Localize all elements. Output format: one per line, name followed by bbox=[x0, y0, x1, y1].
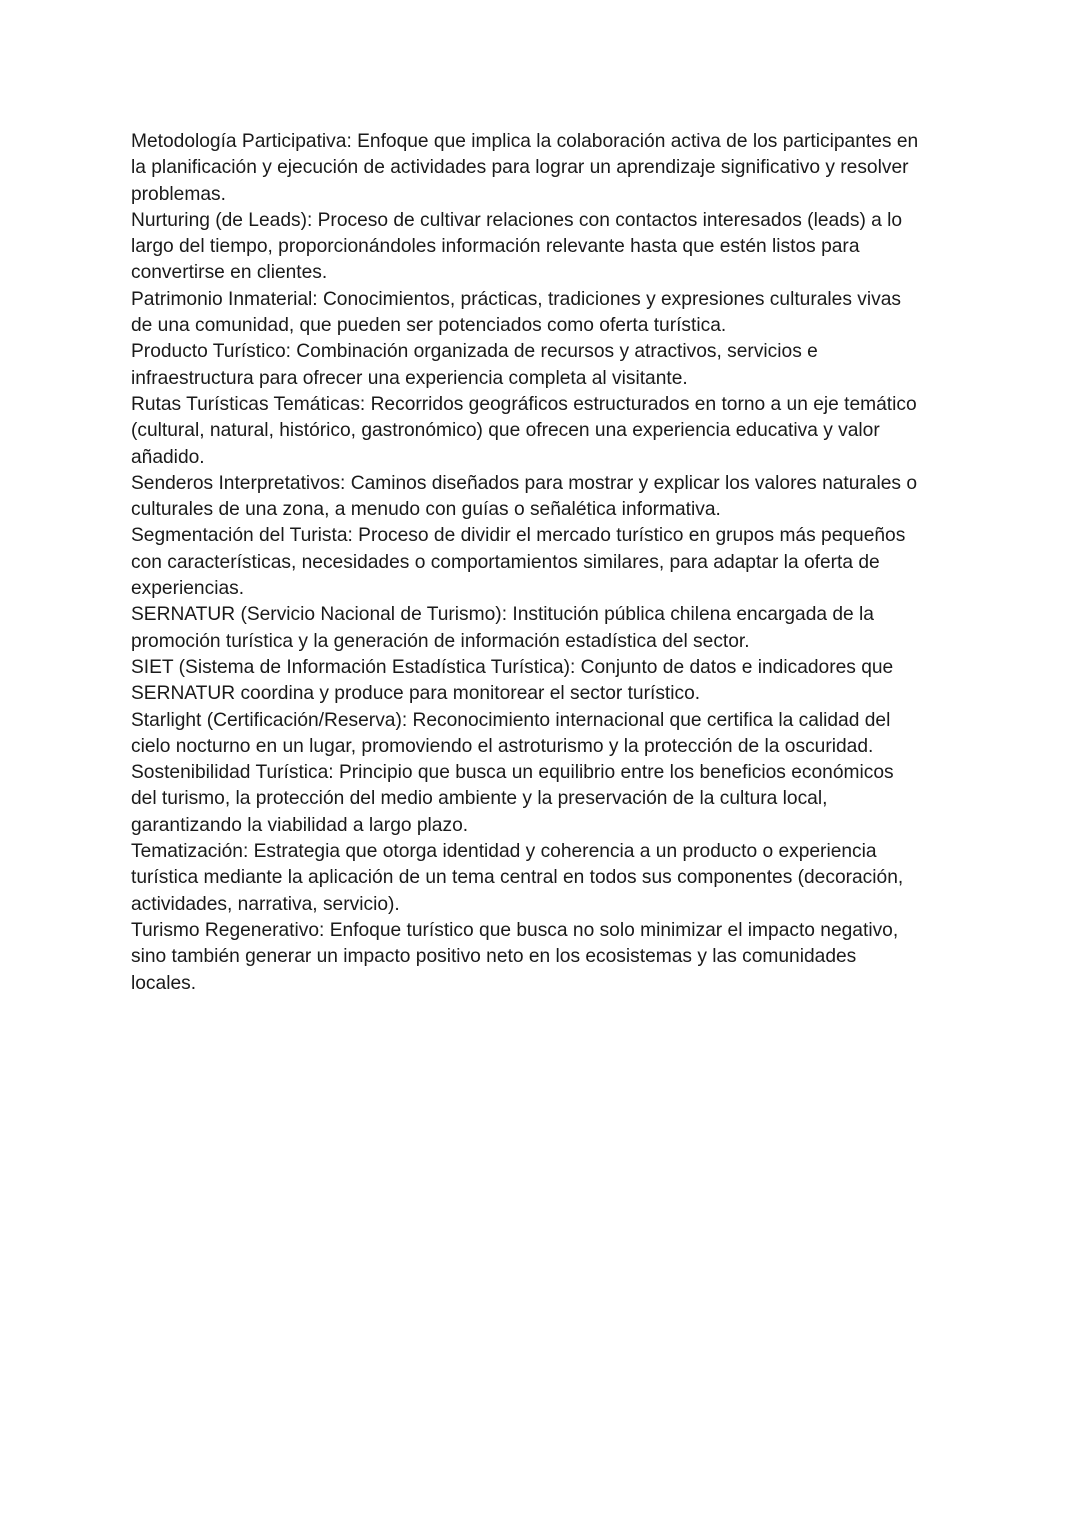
entry-line: Sostenibilidad Turística: Principio que busca un equilibrio entre los beneficios económicos bbox=[131, 762, 894, 784]
entry-line: cielo nocturno en un lugar, promoviendo el astroturismo y la protección de la oscuridad. bbox=[131, 735, 874, 757]
glossary-entry bbox=[131, 602, 961, 655]
entry-line: del turismo, la protección del medio ambiente y la preservación de la cultura local, bbox=[131, 788, 828, 810]
entry-line: turística mediante la aplicación de un tema central en todos sus componentes (decoración, bbox=[131, 867, 904, 889]
entry-line: la planificación y ejecución de actividades para lograr un aprendizaje significativo y resolver bbox=[131, 157, 909, 179]
entry-line: garantizando la viabilidad a largo plazo. bbox=[131, 814, 469, 836]
entry-line: SIET (Sistema de Información Estadística Turística): Conjunto de datos e indicadores que bbox=[131, 656, 894, 678]
entry-line: con características, necesidades o comportamientos similares, para adaptar la oferta de bbox=[131, 551, 880, 573]
entry-line: Producto Turístico: Combinación organizada de recursos y atractivos, servicios e bbox=[131, 341, 818, 363]
entry-line: Rutas Turísticas Temáticas: Recorridos geográficos estructurados en torno a un eje temático bbox=[131, 393, 917, 415]
entry-line: problemas. bbox=[131, 183, 226, 205]
entry-line: convertirse en clientes. bbox=[131, 262, 328, 284]
glossary-entry bbox=[131, 287, 961, 340]
glossary-entry bbox=[131, 760, 961, 839]
glossary-entry bbox=[131, 655, 961, 708]
glossary-entry bbox=[131, 471, 961, 524]
entry-line: Senderos Interpretativos: Caminos diseñados para mostrar y explicar los valores naturales o bbox=[131, 472, 918, 494]
glossary-entry bbox=[131, 839, 961, 918]
glossary-entry bbox=[131, 708, 961, 761]
entry-line: SERNATUR (Servicio Nacional de Turismo): Institución pública chilena encargada de la bbox=[131, 604, 874, 626]
glossary-entry bbox=[131, 129, 961, 208]
entry-line: infraestructura para ofrecer una experiencia completa al visitante. bbox=[131, 367, 688, 389]
glossary-entry bbox=[131, 392, 961, 471]
entry-line: Nurturing (de Leads): Proceso de cultivar relaciones con contactos interesados (leads) a lo bbox=[131, 209, 903, 231]
entry-line: experiencias. bbox=[131, 578, 245, 600]
entry-line: (cultural, natural, histórico, gastronómico) que ofrecen una experiencia educativa y valor bbox=[131, 420, 880, 442]
entry-line: Tematización: Estrategia que otorga identidad y coherencia a un producto o experiencia bbox=[131, 841, 877, 863]
glossary-entry bbox=[131, 339, 961, 392]
entry-line: SERNATUR coordina y produce para monitorear el sector turístico. bbox=[131, 683, 701, 705]
entry-line: promoción turística y la generación de información estadística del sector. bbox=[131, 630, 750, 652]
entry-line: culturales de una zona, a menudo con guías o señalética informativa. bbox=[131, 499, 721, 521]
entry-line: Turismo Regenerativo: Enfoque turístico que busca no solo minimizar el impacto negativo, bbox=[131, 919, 899, 941]
glossary-entry bbox=[131, 918, 961, 997]
glossary-entry bbox=[131, 523, 961, 602]
entry-line: sino también generar un impacto positivo neto en los ecosistemas y las comunidades bbox=[131, 946, 857, 968]
entry-line: largo del tiempo, proporcionándoles información relevante hasta que estén listos para bbox=[131, 236, 860, 258]
entry-line: locales. bbox=[131, 972, 197, 994]
entry-line: Metodología Participativa: Enfoque que implica la colaboración activa de los participantes en bbox=[131, 131, 919, 152]
entry-line: Starlight (Certificación/Reserva): Reconocimiento internacional que certifica la calidad del bbox=[131, 709, 891, 731]
entry-line: de una comunidad, que pueden ser potenciados como oferta turística. bbox=[131, 315, 727, 337]
entry-line: Segmentación del Turista: Proceso de dividir el mercado turístico en grupos más pequeños bbox=[131, 525, 906, 547]
glossary-page bbox=[131, 129, 961, 997]
entry-line: añadido. bbox=[131, 446, 205, 468]
entry-line: Patrimonio Inmaterial: Conocimientos, prácticas, tradiciones y expresiones culturales vivas bbox=[131, 288, 901, 310]
entry-line: actividades, narrativa, servicio). bbox=[131, 893, 400, 915]
glossary-entry bbox=[131, 208, 961, 287]
